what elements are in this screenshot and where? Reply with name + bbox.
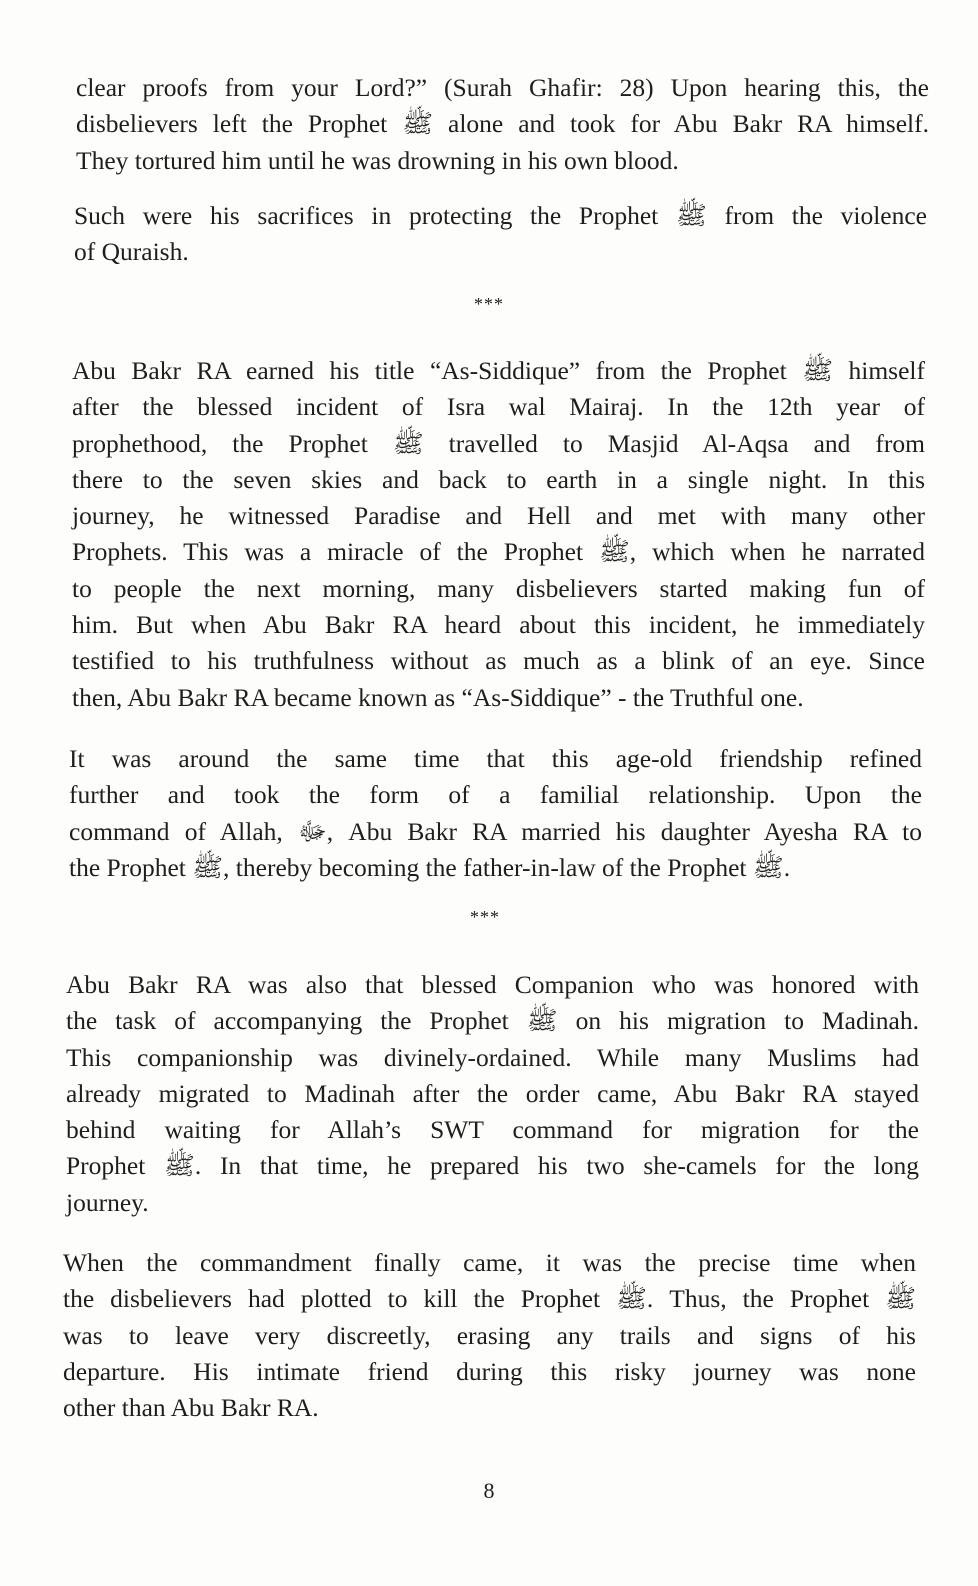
text-line: of Quraish. (74, 237, 189, 267)
text-line: to people the next morning, many disbelievers started making fun of (72, 573, 925, 603)
text-line: behind waiting for Allah’s SWT command for migration for the (66, 1115, 919, 1145)
text-line: him. But when Abu Bakr RA heard about this incident, he immediately (72, 610, 925, 640)
text-line: When the commandment finally came, it was the precise time when (63, 1248, 916, 1277)
paragraph-3 (72, 353, 925, 716)
text-line: journey. (66, 1187, 149, 1217)
paragraph-6 (63, 1245, 916, 1426)
text-line: disbelievers left the Prophet ﷺ alone and took for Abu Bakr RA himself. (76, 109, 929, 139)
text-line: departure. His intimate friend during this risky journey was none (63, 1356, 916, 1386)
text-line: already migrated to Madinah after the order came, Abu Bakr RA stayed (66, 1078, 919, 1108)
text-line: after the blessed incident of Isra wal Mairaj. In the 12th year of (72, 392, 925, 422)
text-line: Abu Bakr RA earned his title “As-Siddique” from the Prophet ﷺ himself (72, 356, 926, 385)
text-line: journey, he witnessed Paradise and Hell and met with many other (72, 501, 925, 531)
paragraph-4 (69, 741, 922, 886)
text-line: Prophets. This was a miracle of the Prophet ﷺ, which when he narrated (72, 537, 925, 567)
text-line: further and took the form of a familial relationship. Upon the (69, 780, 922, 810)
text-line: was to leave very discreetly, erasing any trails and signs of his (63, 1320, 916, 1350)
text-line: prophethood, the Prophet ﷺ travelled to Masjid Al-Aqsa and from (72, 428, 925, 458)
paragraph-5 (66, 967, 919, 1221)
text-line: command of Allah, ﷻ, Abu Bakr RA married his daughter Ayesha RA to (69, 816, 922, 846)
text-line: the disbelievers had plotted to kill the Prophet ﷺ. Thus, the Prophet ﷺ (63, 1284, 916, 1314)
paragraph-2 (74, 198, 927, 271)
text-line: the task of accompanying the Prophet ﷺ on his migration to Madinah. (66, 1006, 919, 1036)
page-number: 8 (483, 1478, 495, 1503)
text-line: Abu Bakr RA was also that blessed Companion who was honored with (66, 970, 919, 999)
paragraph-1 (76, 70, 929, 179)
text-line: testified to his truthfulness without as much as a blink of an eye. Since (72, 646, 925, 676)
text-line: It was around the same time that this age-old friendship refined (69, 744, 922, 773)
text-line: the Prophet ﷺ, thereby becoming the father-in-law of the Prophet ﷺ. (69, 852, 791, 882)
text-line: Such were his sacrifices in protecting the Prophet ﷺ from the violence (74, 201, 927, 230)
text-line: there to the seven skies and back to earth in a single night. In this (72, 464, 925, 494)
section-separator-1: *** (474, 294, 504, 314)
text-line: then, Abu Bakr RA became known as “As-Siddique” - the Truthful one. (72, 682, 804, 712)
text-line: This companionship was divinely-ordained. While many Muslims had (66, 1042, 919, 1072)
text-line: other than Abu Bakr RA. (63, 1393, 319, 1423)
text-line: Prophet ﷺ. In that time, he prepared his two she-camels for the long (66, 1151, 919, 1181)
section-separator-2: *** (470, 907, 500, 927)
text-line: They tortured him until he was drowning in his own blood. (76, 145, 679, 175)
text-line: clear proofs from your Lord?” (Surah Ghafir: 28) Upon hearing this, the (76, 73, 929, 102)
